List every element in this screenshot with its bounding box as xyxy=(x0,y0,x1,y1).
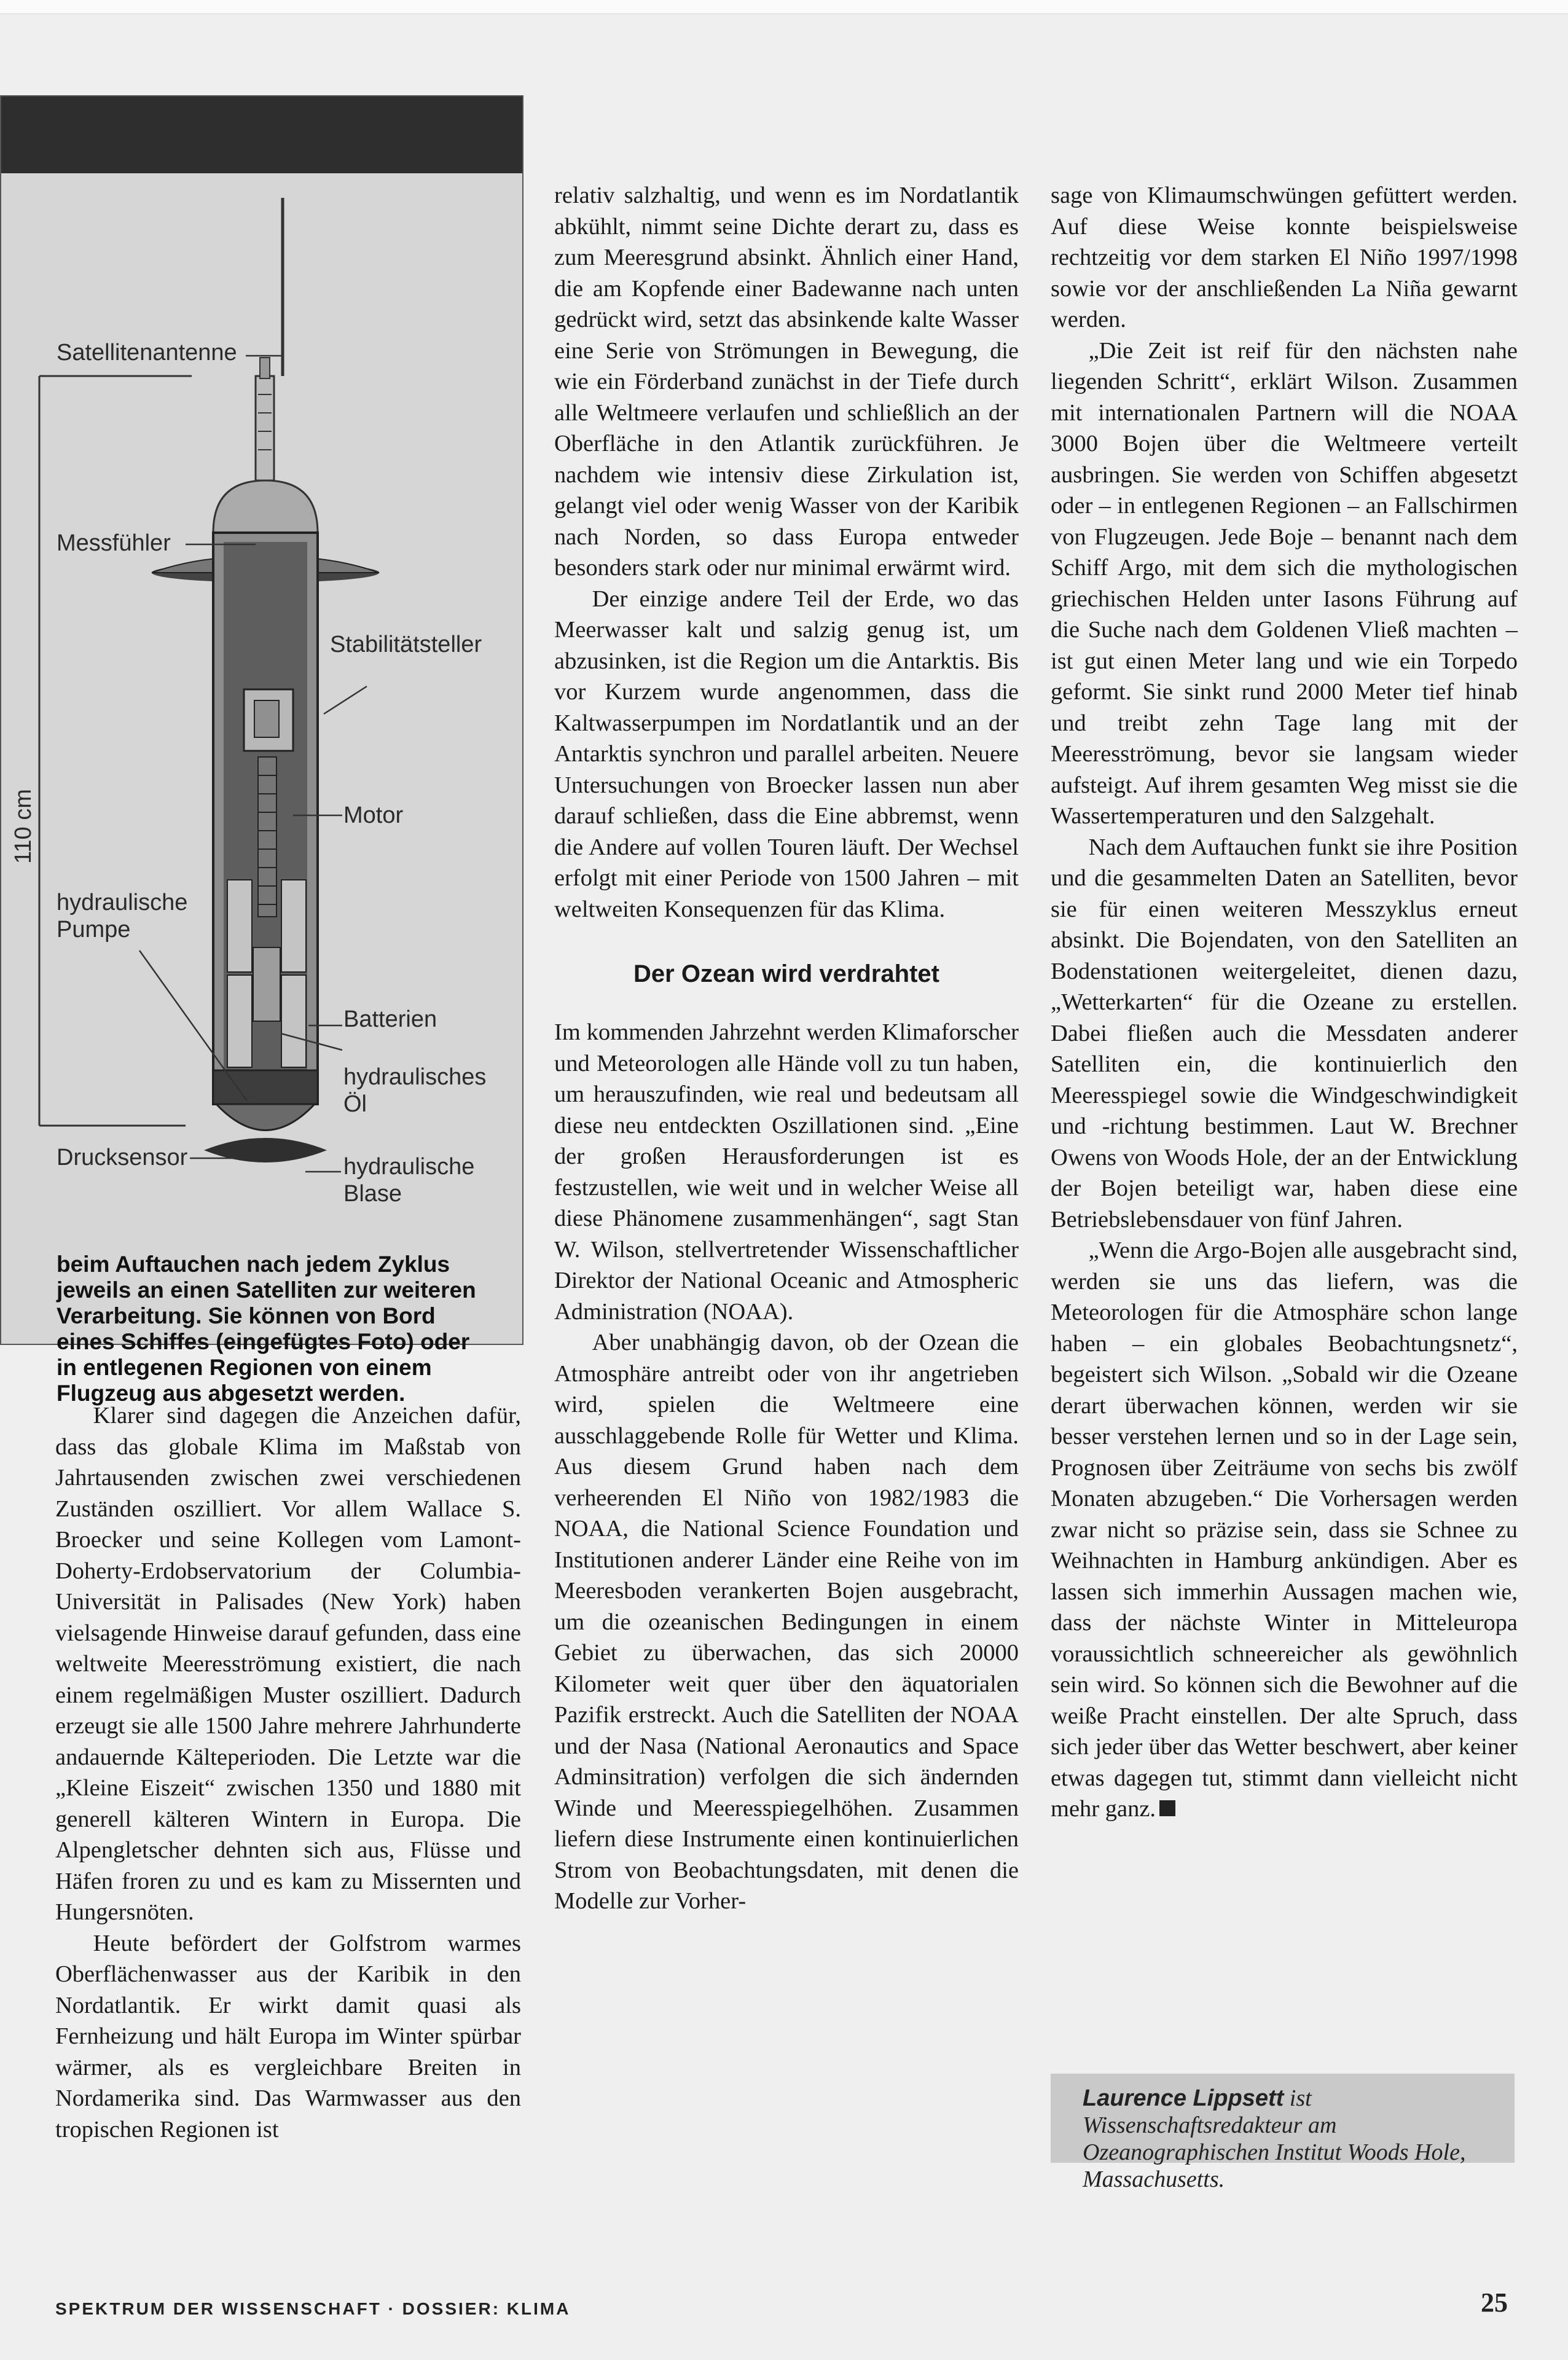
paragraph: sage von Klimaumschwüngen gefüttert werden. Auf diese Weise konnte beispielsweise rechtzeitig vor dem starken El Niño 1997/1998 sowie vor der anschließenden La Niña gewarnt werden. xyxy=(1051,182,1518,332)
label-dimension: 110 cm xyxy=(10,789,36,864)
label-pressure-sensor: Drucksensor xyxy=(57,1145,188,1170)
author-bio xyxy=(1083,2085,1500,2193)
label-sensor: Messfühler xyxy=(57,530,171,556)
column-3 xyxy=(1051,180,1518,1825)
footer-source: SPEKTRUM DER WISSENSCHAFT · DOSSIER: KLIMA xyxy=(55,2299,571,2318)
figure-header-bar xyxy=(1,96,522,173)
float-dome xyxy=(213,480,318,533)
figure-caption: beim Auftauchen nach jedem Zyklus jeweils an einen Satelliten zur weiteren Verarbeitung. Sie können von Bord eines Schiffes (eingefügtes Foto) oder in entlegenen Regionen von einem Flugzeug aus abgesetzt werden. xyxy=(57,1252,476,1406)
label-batteries: Batterien xyxy=(343,1006,437,1032)
label-hydraulic-oil: hydraulisches Öl xyxy=(343,1064,487,1117)
paragraph: relativ salzhaltig, und wenn es im Nordatlantik abkühlt, nimmt seine Dichte derart zu, dass es zum Meeresgrund absinkt. Ähnlich einer Hand, die am Kopfende einer Badewanne nach unten gedrückt wird, setzt das absinkende kalte Wasser eine Serie von Strömungen in Bewegung, die wie ein Förderband zunächst in der Tiefe durch alle Weltmeere verlaufen und schließlich an der Oberfläche in den Atlantik zurückführen. Je nachdem wie intensiv diese Zirkulation ist, gelangt viel oder wenig Wasser von der Karibik nach Norden, so dass Europa entweder besonders stark oder nur minimal erwärmt wird. xyxy=(554,182,1019,581)
author-box xyxy=(1051,2074,1515,2192)
paragraph: Im kommenden Jahrzehnt werden Klimaforscher und Meteorologen alle Hände voll zu tun haben, um herauszufinden, wie real und bedeutsam all diese neu entdeckten Oszillationen sind. „Eine der großen Herausforderungen ist es festzustellen, wie weit und in welcher Weise all diese Phänomene zusammenhängen“, sagt Stan W. Wilson, stellvertretender Wissenschaftlicher Direktor der National Oceanic and Atmospheric Administration (NOAA). xyxy=(554,1019,1019,1325)
label-motor: Motor xyxy=(343,802,404,828)
paragraph: Klarer sind dagegen die Anzeichen dafür, dass das globale Klima im Maßstab von Jahrtausenden zwischen zwei verschiedenen Zuständen oszilliert. Vor allem Wallace S. Broecker und seine Kollegen vom Lamont-Doherty-Erdobservatorium der Columbia-Universität in Palisades (New York) haben vielsagende Hinweise darauf gefunden, dass eine weltweite Meeresströmung existiert, die nach einem regelmäßigen Muster oszilliert. Dadurch erzeugt sie alle 1500 Jahre mehrere Jahrhunderte andauernde Kälteperioden. Die Letzte war die „Kleine Eiszeit“ zwischen 1350 und 1880 mit generell kälteren Wintern in Europa. Die Alpengletscher dehnten sich aus, Flüsse und Häfen froren zu und es kam zu Missernten und Hungersnöten. xyxy=(55,1403,521,1925)
figure-box xyxy=(0,95,523,1406)
dimension-bracket xyxy=(39,376,192,1126)
author-description: ist Wissenschaftsredakteur am Ozeanographischen Institut Woods Hole, Massachusetts. xyxy=(1083,2085,1466,2192)
column-1 xyxy=(55,1400,521,2145)
paragraph-final xyxy=(1051,1235,1518,1825)
column-2 xyxy=(554,180,1019,1917)
paragraph: Aber unabhängig davon, ob der Ozean die Atmosphäre antreibt oder von ihr angetrieben wird, spielen die Weltmeere eine ausschlaggebende Rolle für Wetter und Klima. Aus diesem Grund haben nach dem verheerenden El Niño von 1982/1983 die NOAA, die National Science Foundation und Institutionen anderer Länder eine Reihe von im Meeresboden verankerten Bojen ausgebracht, um die ozeanischen Bedingungen in einem Gebiet zu überwachen, das sich 20000 Kilometer weit quer über den äquatorialen Pazifik erstreckt. Auch die Satelliten der NOAA und der Nasa (National Aeronautics and Space Adminsitration) verfolgen die sich ändernden Winde und Meeresspiegelhöhen. Zusammen liefern diese Instrumente einen kontinuierlichen Strom von Beobachtungsdaten, mit denen die Modelle zur Vorher- xyxy=(554,1330,1019,1914)
section-subheading: Der Ozean wird verdrahtet xyxy=(633,960,939,987)
paragraph: Heute befördert der Golfstrom warmes Oberflächenwasser aus der Karibik in den Nordatlantik. Er wirkt damit quasi als Fernheizung und hält Europa im Winter spürbar wärmer, als es vergleichbare Breiten in Nordamerika sind. Das Warmwasser aus den tropischen Regionen ist xyxy=(55,1930,521,2142)
label-hydraulic-pump: hydraulische Pumpe xyxy=(57,890,188,943)
end-mark-icon xyxy=(1159,1800,1175,1816)
author-name: Laurence Lippsett xyxy=(1083,2085,1284,2111)
page-number: 25 xyxy=(1481,2287,1508,2318)
paragraph-text: „Wenn die Argo-Bojen alle ausgebracht sind, werden sie uns das liefern, was die Meteorologen für die Atmosphäre schon lange haben – ein globales Beobachtungsnetz“, begeistert sich Wilson. „Sobald wir die Ozeane derart überwachen können, werden wir sie besser verstehen lernen und so in der Lage sein, Prognosen über Zeiträume von sechs bis zwölf Monaten abzugeben.“ Die Vorhersagen werden zwar nicht so präzise sein, dass sie Schnee zu Weihnachten in Hamburg ankündigen. Aber es lassen sich immerhin Aussagen machen wie, dass der nächste Winter in Mitteleuropa voraussichtlich schneereicher als gewöhnlich sein wird. So können sich die Bewohner auf die weiße Pracht einstellen. Der alte Spruch, dass sich jeder über das Wetter beschwert, aber keiner etwas dagegen tut, stimmt dann vielleicht nicht mehr ganz. xyxy=(1051,1237,1518,1822)
label-satellite-antenna: Satellitenantenne xyxy=(57,340,237,366)
label-stabilizer: Stabilitätsteller xyxy=(330,632,482,657)
label-hydraulic-bladder: hydraulische Blase xyxy=(343,1154,475,1207)
paragraph: Der einzige andere Teil der Erde, wo das Meerwasser kalt und salzig genug ist, um abzusinken, ist die Region um die Antarktis. Bis vor Kurzem wurde angenommen, dass die Kaltwasserpumpen im Nordatlantik und an der Antarktis synchron und parallel arbeiten. Neuere Untersuchungen von Broecker lassen nun aber darauf schließen, dass die Eine abbremst, wenn die Andere auf vollen Touren läuft. Der Wechsel erfolgt mit einer Periode von 1500 Jahren – mit weltweiten Konsequenzen für das Klima. xyxy=(554,586,1019,922)
sensor-unit xyxy=(256,376,274,480)
oil-reservoir xyxy=(253,947,280,1021)
paragraph: Nach dem Auftauchen funkt sie ihre Position und die gesammelten Daten an Satelliten, bevor sie für einen weiteren Messzyklus erneut absinkt. Die Bojendaten, von den Satelliten an Bodenstationen weitergeleitet, dienen dazu, „Wetterkarten“ für die Ozeane zu erstellen. Dabei fließen auch die Messdaten anderer Satelliten ein, die kontinuierlich den Meeresspiegel sowie die Windgeschwindigkeit und -richtung bestimmen. Laut W. Brechner Owens von Woods Hole, der an der Entwicklung der Bojen beteiligt war, haben diese eine Betriebslebensdauer von fünf Jahren. xyxy=(1051,834,1518,1233)
paragraph: „Die Zeit ist reif für den nächsten nahe liegenden Schritt“, erklärt Wilson. Zusammen mit internationalen Partnern will die NOAA 3000 Bojen über die Weltmeere verteilt ausbringen. Sie werden von Schiffen abgesetzt oder – in entlegenen Regionen – an Fallschirmen von Flugzeugen. Jede Boje – benannt nach dem Schiff Argo, mit dem sich die mythologischen griechischen Helden unter Iasons Führung auf die Suche nach dem Goldenen Vließ machten – ist gut einen Meter lang und wie ein Torpedo geformt. Sie sinkt rund 2000 Meter tief hinab und treibt zehn Tage lang mit der Meeresströmung, bevor sie langsam wieder aufsteigt. Auf ihrem gesamten Weg misst sie die Wassertemperaturen und den Salzgehalt. xyxy=(1051,337,1518,829)
page-edge xyxy=(0,0,1568,14)
bladder xyxy=(216,1104,315,1131)
